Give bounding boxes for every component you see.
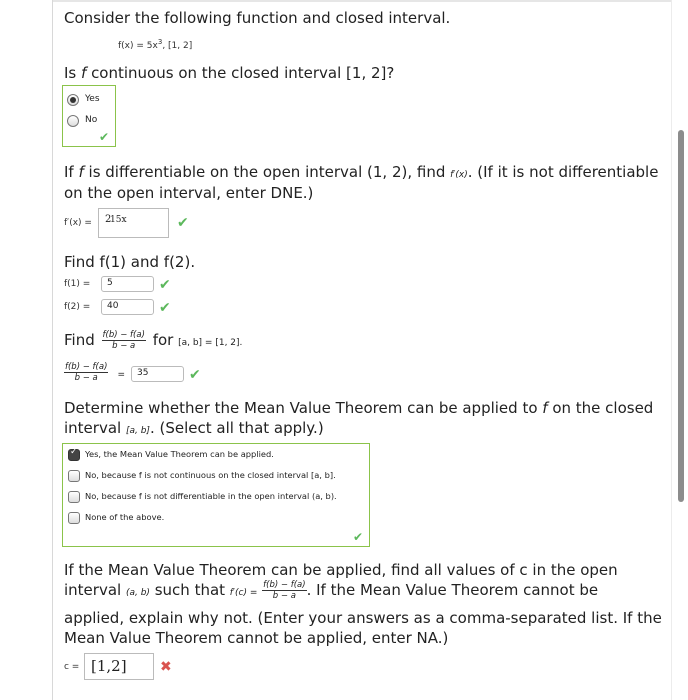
difference-quotient: $\frac{f(b) - f(a)}{b - a}$ xyxy=(102,330,145,351)
q1-answer-box xyxy=(62,85,116,147)
checkbox-none-label: None of the above. xyxy=(85,512,165,522)
q6-prompt-line2: interval (a, b) such that f′(c) = $\frac{f(b) - f(a)}{b - a}$ . If the Mean Value Theorem cannot be xyxy=(64,580,599,601)
f1-label: f(1) = xyxy=(64,279,91,289)
radio-yes[interactable] xyxy=(67,94,79,106)
difference-quotient-input[interactable]: 35 xyxy=(131,366,184,382)
checkbox-not-continuous[interactable] xyxy=(68,470,80,482)
q1-prompt: Is f continuous on the closed interval [1, 2]? xyxy=(64,64,395,82)
check-icon: ✔ xyxy=(99,130,110,144)
checkbox-not-differentiable[interactable] xyxy=(68,491,80,503)
check-icon: ✔ xyxy=(159,300,171,316)
checkbox-mvt-applies[interactable] xyxy=(68,449,80,461)
q4-prompt: Find $\frac{f(b) - f(a)}{b - a}$ for [a, b] = [1, 2]. xyxy=(64,330,243,351)
radio-no[interactable] xyxy=(67,115,79,127)
check-icon: ✔ xyxy=(353,530,364,544)
c-input[interactable]: [1,2] xyxy=(84,653,154,680)
radio-yes-label: Yes xyxy=(85,94,100,104)
q2-prompt-line2: on the open interval, enter DNE.) xyxy=(64,184,314,202)
q6-prompt-line3: applied, explain why not. (Enter your answers as a comma-separated list. If the xyxy=(64,609,662,627)
q5-prompt: Determine whether the Mean Value Theorem can be applied to f on the closed xyxy=(64,399,654,417)
q3-prompt: Find f(1) and f(2). xyxy=(64,253,196,271)
top-divider xyxy=(52,0,672,2)
f2-label: f(2) = xyxy=(64,302,91,312)
fprime-input[interactable]: 15x $^2$ xyxy=(98,208,169,238)
incorrect-icon: ✖ xyxy=(160,659,172,675)
q2-prompt: If f is differentiable on the open interval (1, 2), find f′(x). (If it is not differentiable xyxy=(64,163,659,181)
radio-no-label: No xyxy=(85,115,98,125)
checkbox-none[interactable] xyxy=(68,512,80,524)
q6-prompt-line4: Mean Value Theorem cannot be applied, enter NA.) xyxy=(64,629,449,647)
checkbox-not-differentiable-label: No, because f is not differentiable in the open interval (a, b). xyxy=(85,491,337,501)
intro-text: Consider the following function and closed interval. xyxy=(64,9,451,27)
right-border xyxy=(671,0,672,700)
checkbox-not-continuous-label: No, because f is not continuous on the closed interval [a, b]. xyxy=(85,470,336,480)
check-icon: ✔ xyxy=(177,215,189,231)
function-expression: $f(x) = 5x^3$, [1, 2] xyxy=(118,38,193,51)
c-label: c = xyxy=(64,662,80,672)
scrollbar[interactable] xyxy=(678,130,684,502)
check-icon: ✔ xyxy=(189,367,201,383)
q6-prompt-line1: If the Mean Value Theorem can be applied, find all values of c in the open xyxy=(64,561,618,579)
f2-input[interactable]: 40 xyxy=(101,299,154,315)
q2-label: f′(x) = xyxy=(64,218,92,228)
checkbox-mvt-applies-label: Yes, the Mean Value Theorem can be applied. xyxy=(85,449,274,459)
q5-answer-box xyxy=(62,443,370,547)
q5-prompt-line2: interval [a, b]. (Select all that apply.) xyxy=(64,419,324,437)
f1-input[interactable]: 5 xyxy=(101,276,154,292)
q4-answer-label: $\frac{f(b) - f(a)}{b - a}$ = xyxy=(65,362,126,383)
check-icon: ✔ xyxy=(159,277,171,293)
left-border xyxy=(52,0,53,700)
